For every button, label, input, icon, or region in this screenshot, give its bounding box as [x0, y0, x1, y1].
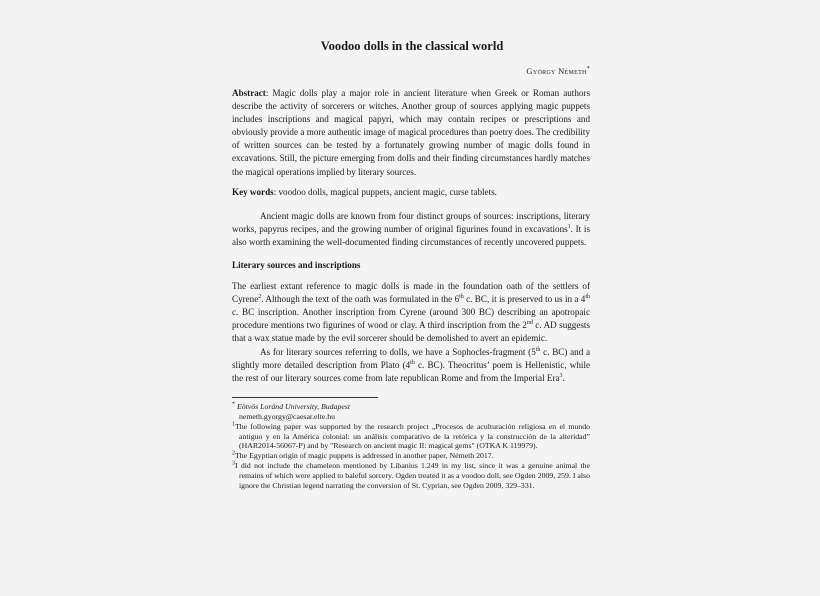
footnote-text: The Egyptian origin of magic puppets is addressed in another paper, Németh 2017. — [235, 451, 494, 461]
abstract-paragraph — [232, 87, 590, 179]
footnotes-section — [232, 402, 590, 491]
intro-paragraph — [232, 210, 590, 249]
author-name: György Németh — [526, 66, 587, 76]
p1-text-d: c. BC inscription. Another inscription from Cyrene (around 300 BC) describing an apotropaic procedure mentions two figurines of wood or clay. A third inscription from the 2 — [232, 307, 590, 331]
section-heading: Literary sources and inscriptions — [232, 260, 361, 271]
footnote-number: 1 — [232, 421, 235, 427]
keywords-label: Key words — [232, 186, 274, 197]
ordinal-suffix: th — [535, 346, 541, 353]
footnote-affiliation — [232, 402, 590, 412]
ordinal-suffix: nd — [526, 320, 533, 327]
section-paragraph-1 — [232, 280, 590, 345]
p1-text-c: c. BC, it is preserved to us in a 4 — [463, 294, 586, 305]
author-email[interactable]: nemeth.gyorgy@caesar.elte.hu — [239, 411, 336, 421]
affiliation-text: Eötvös Loránd University, Budapest — [236, 401, 351, 411]
author-footnote-marker: * — [586, 66, 590, 73]
footnote-ref-3[interactable]: 3 — [559, 372, 563, 379]
abstract-label: Abstract — [232, 88, 266, 98]
ordinal-suffix: th — [459, 294, 464, 301]
footnote-divider — [232, 397, 378, 398]
footnote-text: I did not include the chameleon mentioned by Libanius 1.249 in my list, since it was a genuine animal the remains of which were applied to baleful sorcery. Ogden treated it as a voodoo doll, see Ogden 2009, 259. I also ignore the Christian legend narrating the conversion of St. Cyprian, see Ogden 2009, 329–331. — [235, 461, 590, 491]
p2-text-b: c. BC) and a slightly more detailed description from Plato (4 — [232, 346, 591, 370]
footnote-ref-1[interactable]: 1 — [567, 223, 571, 230]
footnote-number: 3 — [232, 460, 235, 467]
p1-text-a: The earliest extant reference to magic dolls is made in the foundation oath of the settlers of Cyrene — [232, 281, 590, 305]
section-paragraph-2 — [232, 346, 590, 385]
footnote-1 — [232, 422, 590, 452]
intro-text-a: Ancient magic dolls are known from four distinct groups of sources: inscriptions, literary works, papyrus recipes, and the growing number of original figurines found in excavations — [232, 210, 590, 234]
p2-text-a: As for literary sources referring to dolls, we have a Sophocles-fragment (5 — [260, 346, 536, 357]
ordinal-suffix: th — [410, 359, 415, 366]
paper-page — [232, 36, 590, 491]
p1-text-b: . Although the text of the oath was formulated in the 6 — [261, 294, 460, 305]
footnote-ref-2[interactable]: 2 — [258, 294, 262, 301]
affiliation-marker: * — [232, 401, 235, 408]
paper-title: Voodoo dolls in the classical world — [320, 39, 504, 53]
intro-text-b: . It is also worth examining the well-documented finding circumstances of recently uncovered puppets. — [232, 223, 590, 247]
footnote-3 — [232, 461, 590, 491]
p1-text-e: c. AD suggests that a wax statue made by the evil sorcerer should be demolished to avert an epidemic. — [232, 320, 590, 344]
keywords-text: : voodoo dolls, magical puppets, ancient magic, curse tablets. — [273, 186, 497, 197]
footnote-2 — [232, 451, 590, 461]
p2-text-c: c. BC). Theocritus’ poem is Hellenistic, while the rest of our literary sources come from late republican Rome and from the Imperial Era — [232, 359, 591, 383]
ordinal-suffix: th — [585, 294, 590, 301]
abstract-text: : Magic dolls play a major role in ancient literature when Greek or Roman authors describe the activity of sorcerers or witches. Another group of sources applying magic puppets includes inscriptions and magical papyri, which may contain recipes or prescriptions and obviously provide a more authentic image of magical procedures than poetry does. The credibility of written sources can be tested by a fortunately growing number of magic dolls found in excavations. Still, the picture emerging from dolls and their finding circumstances hardly matches the magical operations implied by literary sources. — [232, 88, 590, 177]
footnote-text: The following paper was supported by the research project „Procesos de aculturación religiosa en el mundo antiguo y en la América colonial: un análisis comparativo de la retórica y la construcción de la alteridad” (HAR2014-56067-P) and by "Research on ancient magic II: magical gems" (OTKA K 119979). — [235, 421, 590, 451]
footnote-number: 2 — [232, 450, 235, 457]
author-line — [232, 64, 590, 78]
p2-text-d: . — [562, 372, 565, 383]
keywords-paragraph — [232, 186, 590, 199]
